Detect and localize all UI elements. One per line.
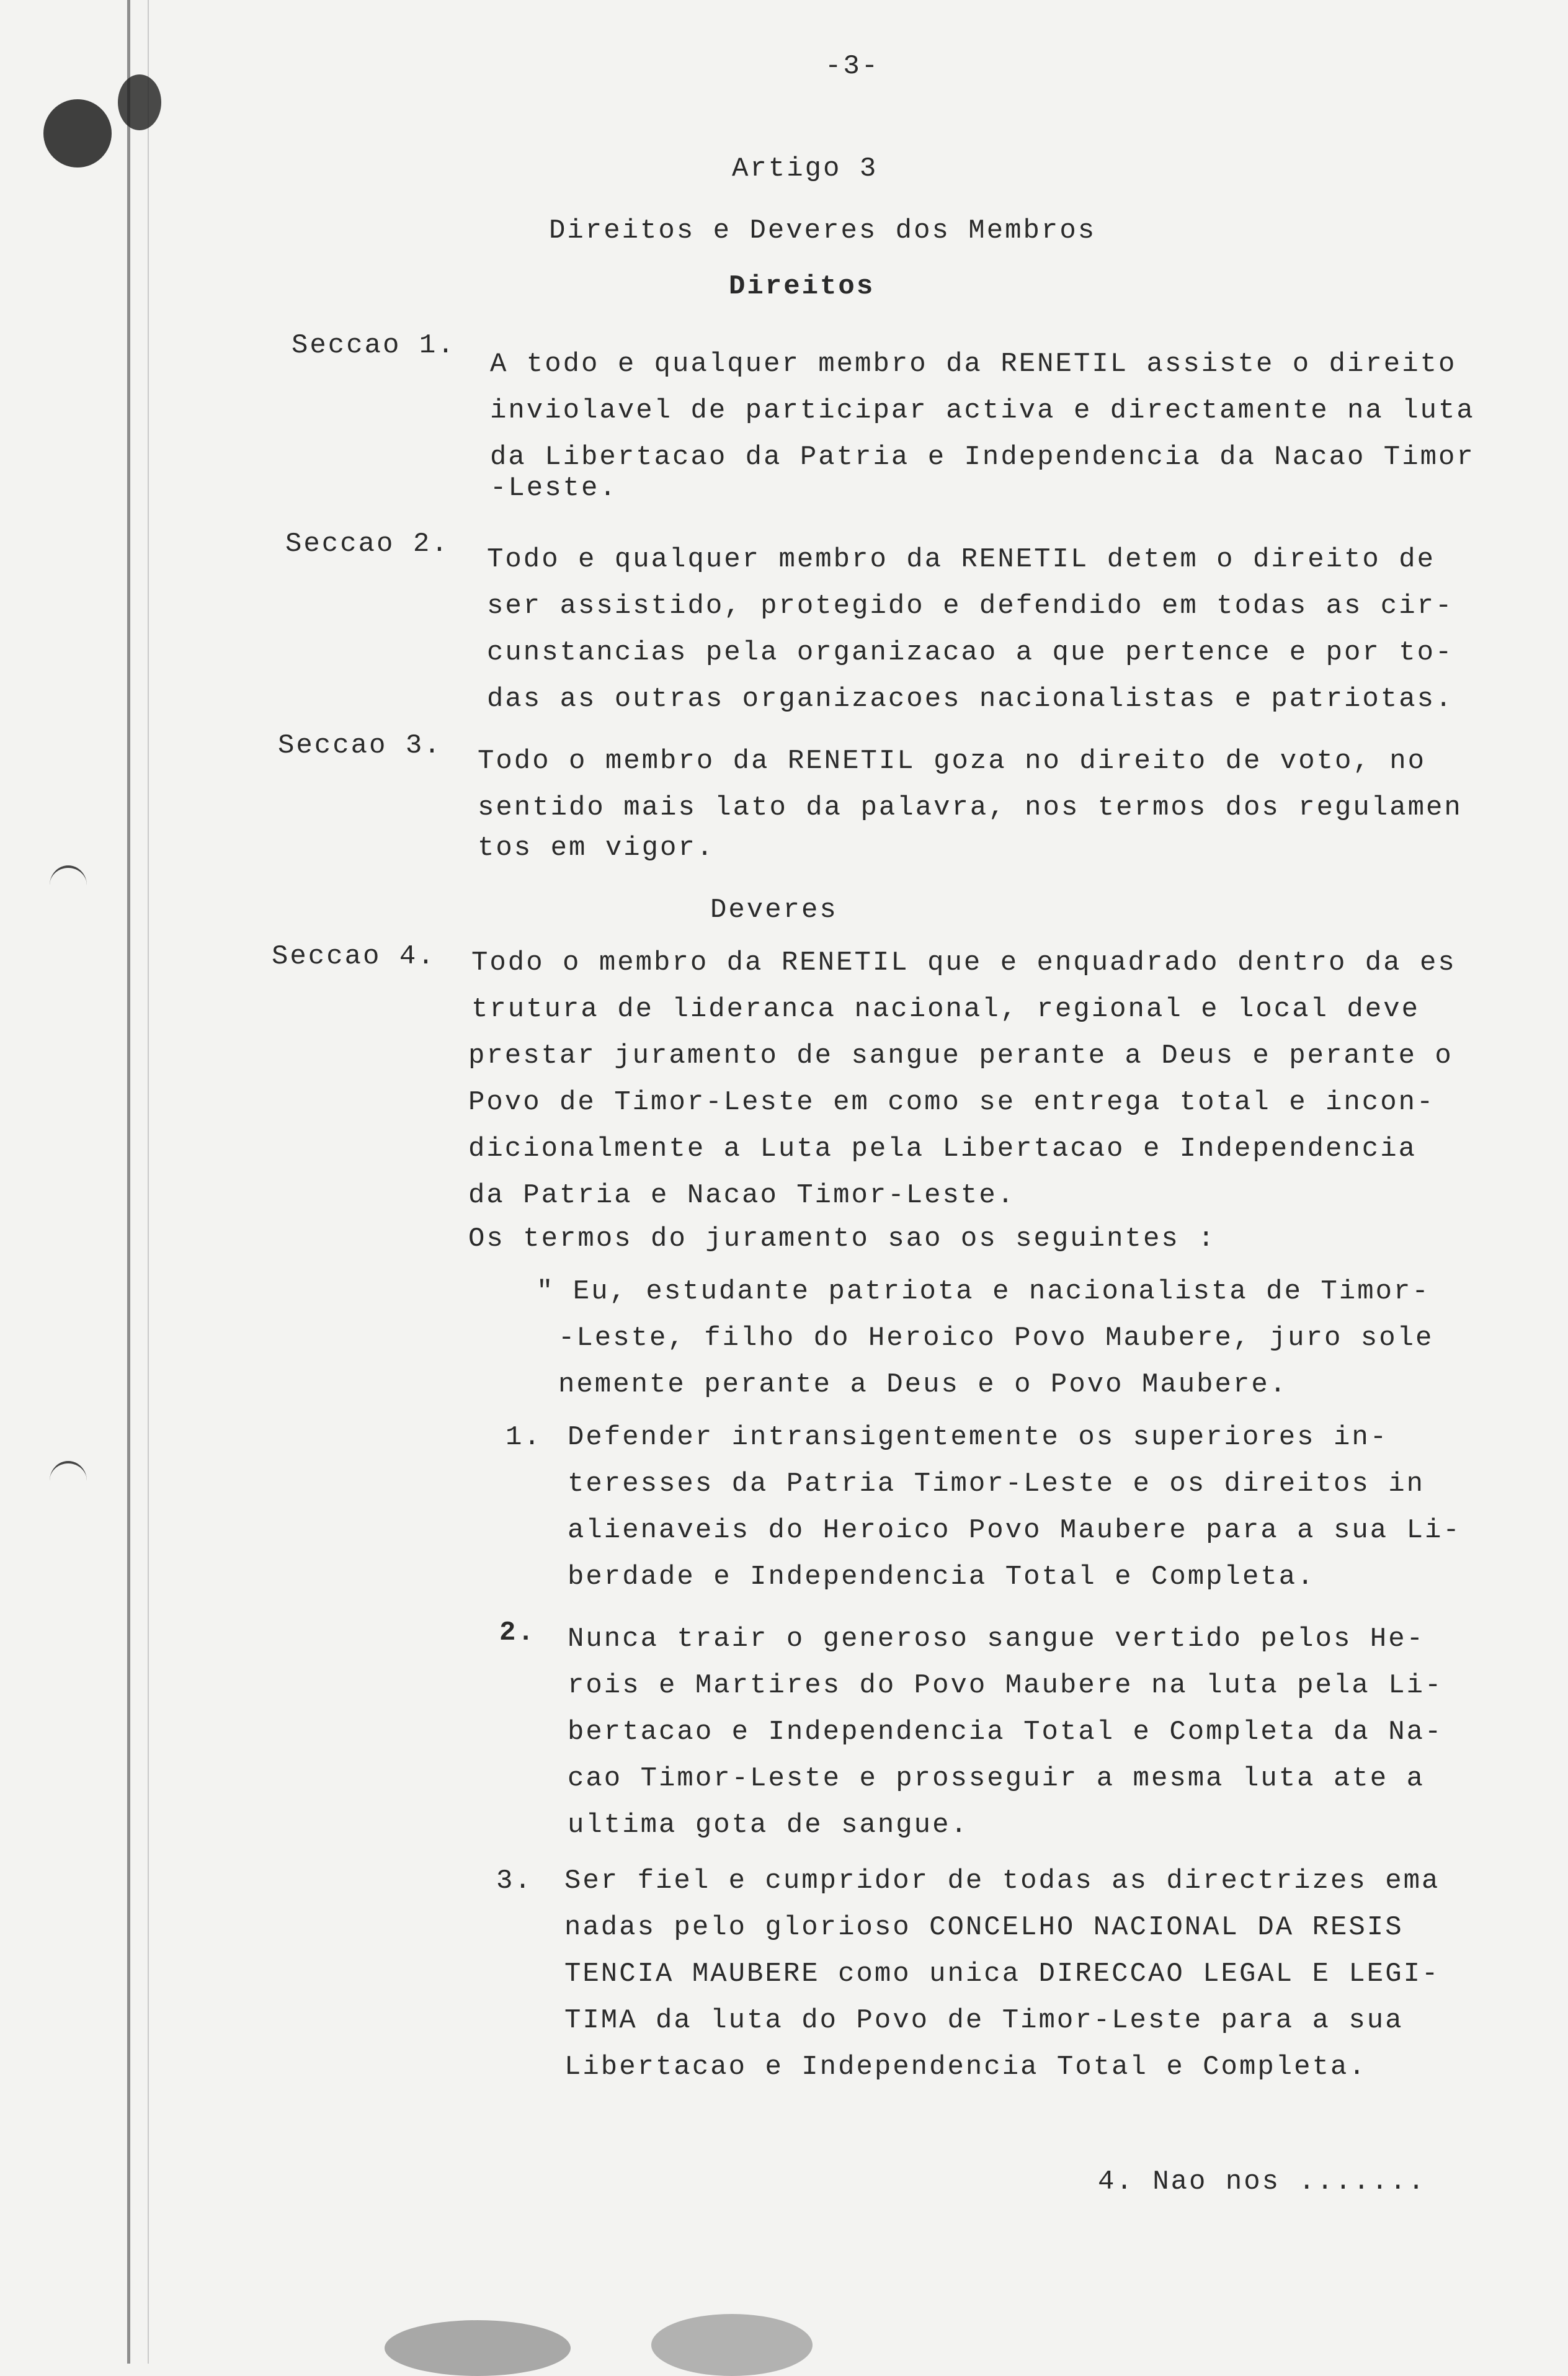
section-line: Todo e qualquer membro da RENETIL detem o direito de (487, 544, 1436, 575)
ink-smudge (385, 2320, 571, 2376)
section-line: Os termos do juramento sao os seguintes : (468, 1223, 1216, 1254)
oath-item-line: ultima gota de sangue. (568, 1810, 969, 1841)
section-line: prestar juramento de sangue perante a Deus e perante o (468, 1040, 1453, 1071)
oath-item-number: 3. (496, 1865, 533, 1896)
section-line: dicionalmente a Luta pela Libertacao e Independencia (468, 1133, 1417, 1164)
oath-item-line: cao Timor-Leste e prosseguir a mesma luta ate a (568, 1763, 1425, 1794)
duties-heading: Deveres (710, 895, 838, 926)
section-label: Seccao 2. (285, 529, 450, 560)
ink-blot (43, 99, 112, 167)
section-line: das as outras organizacoes nacionalistas e patriotas. (487, 684, 1454, 715)
section-label: Seccao 4. (272, 941, 436, 972)
section-line: Povo de Timor-Leste em como se entrega total e incon- (468, 1087, 1435, 1118)
punch-hole-mark (50, 865, 87, 905)
punch-hole-mark (50, 1461, 87, 1501)
oath-item-line: Libertacao e Independencia Total e Completa. (564, 2052, 1367, 2083)
article-subheading: Direitos e Deveres dos Membros (549, 215, 1097, 246)
ink-smudge (651, 2314, 813, 2376)
oath-item-line: teresses da Patria Timor-Leste e os direitos in (568, 1468, 1425, 1499)
section-line: inviolavel de participar activa e directamente na luta (490, 395, 1475, 426)
section-line: tos em vigor. (478, 833, 715, 864)
section-line: -Leste. (490, 473, 618, 504)
section-line: A todo e qualquer membro da RENETIL assiste o direito (490, 349, 1457, 380)
section-line: da Patria e Nacao Timor-Leste. (468, 1180, 1016, 1211)
oath-item-line: TENCIA MAUBERE como unica DIRECCAO LEGAL E LEGI- (564, 1958, 1440, 1990)
binding-margin-line-faint (148, 0, 149, 2364)
oath-item-number: 1. (506, 1422, 542, 1453)
oath-item-line: bertacao e Independencia Total e Completa da Na- (568, 1717, 1443, 1748)
oath-item-line: Ser fiel e cumpridor de todas as directrizes ema (564, 1865, 1440, 1896)
ink-blot (118, 74, 161, 130)
section-line: trutura de lideranca nacional, regional e local deve (471, 994, 1420, 1025)
oath-line: nemente perante a Deus e o Povo Maubere. (558, 1369, 1288, 1400)
oath-item-line: rois e Martires do Povo Maubere na luta pela Li- (568, 1670, 1443, 1701)
oath-line: -Leste, filho do Heroico Povo Maubere, juro sole (558, 1323, 1434, 1354)
oath-item-line: alienaveis do Heroico Povo Maubere para a sua Li- (568, 1515, 1461, 1546)
oath-item-number: 2. (499, 1617, 536, 1648)
rights-heading: Direitos (729, 271, 875, 302)
oath-item-line: Defender intransigentemente os superiores in- (568, 1422, 1389, 1453)
section-line: Todo o membro da RENETIL que e enquadrado dentro da es (471, 947, 1456, 978)
section-label: Seccao 3. (278, 730, 442, 761)
oath-item-line: Nunca trair o generoso sangue vertido pelos He- (568, 1623, 1425, 1655)
oath-line: " Eu, estudante patriota e nacionalista de Timor- (537, 1276, 1430, 1307)
page-number: -3- (825, 51, 880, 82)
section-line: da Libertacao da Patria e Independencia da Nacao Timor (490, 442, 1475, 473)
section-label: Seccao 1. (292, 330, 456, 361)
oath-item-line: nadas pelo glorioso CONCELHO NACIONAL DA RESIS (564, 1912, 1404, 1943)
article-heading: Artigo 3 (732, 153, 878, 184)
oath-item-line: TIMA da luta do Povo de Timor-Leste para a sua (564, 2005, 1404, 2036)
continuation-text: 4. Nao nos ....... (1098, 2166, 1427, 2197)
section-line: sentido mais lato da palavra, nos termos dos regulamen (478, 792, 1463, 823)
binding-margin-line (127, 0, 130, 2364)
section-line: cunstancias pela organizacao a que pertence e por to- (487, 637, 1454, 668)
section-line: Todo o membro da RENETIL goza no direito de voto, no (478, 746, 1427, 777)
section-line: ser assistido, protegido e defendido em todas as cir- (487, 591, 1454, 622)
oath-item-line: berdade e Independencia Total e Completa. (568, 1561, 1316, 1592)
